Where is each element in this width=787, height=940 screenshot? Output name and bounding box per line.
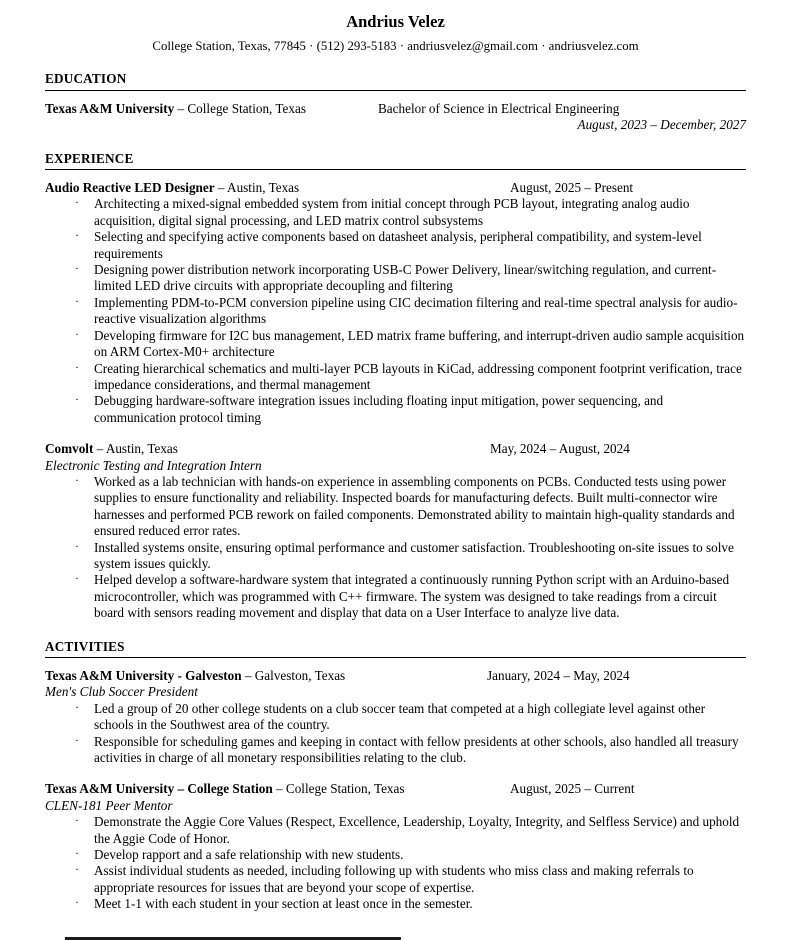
bullet-text: Worked as a lab technician with hands-on experience in assembling components on PCBs. Conducted tests using power supplies to ensure functionality and reliability. Inspected boards for manufacturing defects. Built multi-connector wire harnesses and performed PCB rework on failed components. Demonstrated ability to maintain high-quality standards and ensured reduced error rates. (94, 473, 735, 539)
bullet-dot: · (75, 699, 79, 714)
activity-entry-college-station (45, 781, 746, 912)
job-role: Electronic Testing and Integration Intern (45, 457, 262, 473)
bullet-item (45, 814, 746, 847)
job-org: Comvolt (45, 441, 94, 457)
activity-dates: January, 2024 – May, 2024 (487, 668, 630, 683)
bullet-text: Implementing PDM-to-PCM conversion pipeline using CIC decimation filtering and real-time spectral analysis for audio-reactive visualization algorithms (94, 294, 738, 327)
bullet-item (45, 295, 746, 328)
bullet-dot: · (75, 293, 79, 308)
activity-entry-galveston (45, 668, 746, 766)
bullet-text: Helped develop a software-hardware system that integrated a continuously running Python script with an Arduino-based microcontroller, which was programmed with C++ firmware. The system was designed to take readings from a circuit board with sensors reading movement and display that data on a User Interface to analyze live data. (94, 572, 730, 621)
bullet-dot: · (75, 472, 79, 487)
section-header-activities: ACTIVITIES (45, 639, 746, 658)
bullet-dot: · (75, 392, 79, 407)
activity-head (45, 781, 746, 797)
bullet-dot: · (75, 261, 79, 276)
job-dates: May, 2024 – August, 2024 (490, 441, 630, 457)
bullet-text: Develop rapport and a safe relationship with new students. (94, 847, 404, 863)
job-entry-comvolt (45, 441, 746, 621)
bullet-item (45, 847, 746, 863)
bullet-item (45, 328, 746, 361)
bullet-text: Assist individual students as needed, including following up with students who miss class and making referrals to appropriate resources for issues that are beyond your scope of expertise. (94, 863, 694, 895)
education-dates: August, 2023 – December, 2027 (577, 117, 746, 133)
activity-head (45, 668, 746, 684)
activity-bullet-list (45, 814, 746, 912)
bullet-text: Installed systems onsite, ensuring optimal performance and customer satisfaction. Troubleshooting on-site issues to solve system issues quickly. (94, 539, 734, 571)
education-location: – College Station, Texas (174, 100, 306, 116)
bullet-dot: · (75, 846, 79, 861)
bullet-text: Debugging hardware-software integration issues including floating input mitigation, power sequencing, and communication protocol timing (94, 393, 664, 425)
activity-location: – College Station, Texas (272, 781, 405, 797)
job-dates: August, 2025 – Present (510, 180, 634, 196)
bullet-item (45, 361, 746, 394)
bullet-item (45, 474, 746, 540)
activity-role: Men's Club Soccer President (45, 684, 198, 700)
bullet-dot: · (75, 538, 79, 553)
bullet-item (45, 572, 746, 621)
resume-name: Andrius Velez (346, 12, 445, 31)
bullet-dot: · (75, 813, 79, 828)
bullet-text: Developing firmware for I2C bus management, LED matrix frame buffering, and interrupt-driven audio sample acquisition on ARM Cortex-M0+ architecture (94, 327, 745, 360)
bullet-item (45, 196, 746, 229)
job-entry-audio-reactive (45, 180, 746, 426)
activity-dates: August, 2025 – Current (510, 781, 635, 797)
activity-location: – Galveston, Texas (241, 668, 346, 683)
bullet-dot: · (75, 732, 79, 747)
bullet-item (45, 734, 746, 767)
bullet-dot: · (75, 228, 79, 243)
job-head (45, 441, 746, 457)
activity-bullet-list (45, 701, 746, 767)
bullet-text: Meet 1-1 with each student in your section at least once in the semester. (94, 896, 473, 912)
section-header-education: EDUCATION (45, 71, 746, 90)
education-degree: Bachelor of Science in Electrical Engineering (378, 100, 620, 116)
bullet-text: Architecting a mixed-signal embedded system from initial concept through PCB layout, integrating analog audio acquisition, digital signal processing, and LED matrix control subsystems (94, 196, 690, 228)
bullet-dot: · (75, 359, 79, 374)
bullet-text: Selecting and specifying active components based on datasheet analysis, peripheral compatibility, and system-level requirements (94, 229, 702, 261)
activity-org: Texas A&M University - Galveston (45, 668, 242, 683)
activity-role: CLEN-181 Peer Mentor (45, 797, 173, 813)
job-bullet-list (45, 196, 746, 426)
bullet-dot: · (75, 895, 79, 910)
bullet-item (45, 863, 746, 896)
contact-line: College Station, Texas, 77845 · (512) 293-5183 · andriusvelez@gmail.com · andriusvelez.com (152, 39, 639, 53)
bullet-item (45, 896, 746, 912)
bullet-text: Creating hierarchical schematics and multi-layer PCB layouts in KiCad, addressing component footprint verification, trace impedance considerations, and thermal management (94, 360, 742, 392)
bullet-dot: · (75, 326, 79, 341)
section-header-experience: EXPERIENCE (45, 151, 746, 170)
job-location: – Austin, Texas (214, 180, 300, 196)
bullet-dot: · (75, 195, 79, 210)
bullet-dot: · (75, 571, 79, 586)
bullet-item (45, 262, 746, 295)
bullet-item (45, 229, 746, 262)
job-head (45, 180, 746, 196)
bullet-item (45, 701, 746, 734)
job-bullet-list (45, 474, 746, 622)
job-org: Audio Reactive LED Designer (45, 180, 215, 196)
activity-org: Texas A&M University – College Station (45, 781, 273, 797)
bullet-text: Designing power distribution network incorporating USB-C Power Delivery, linear/switching regulation, and current-limited LED drive circuits with appropriate decoupling and filtering (94, 262, 717, 294)
bullet-text: Demonstrate the Aggie Core Values (Respect, Excellence, Leadership, Loyalty, Integrity, and Selfless Service) and uphold the Aggie Code of Honor. (94, 814, 740, 846)
bullet-item (45, 540, 746, 573)
job-location: – Austin, Texas (93, 441, 178, 457)
bullet-text: Responsible for scheduling games and keeping in contact with fellow presidents at other schools, also handled all treasury activities in charge of all monetary responsibilities relating to the club. (94, 733, 739, 766)
education-entry-head (45, 101, 746, 117)
bullet-dot: · (75, 862, 79, 877)
education-entry (45, 101, 746, 134)
bullet-text: Led a group of 20 other college students on a club soccer team that competed at a high collegiate level against other schools in the Southwest area of the country. (94, 700, 706, 733)
education-org: Texas A&M University (45, 100, 175, 116)
bullet-item (45, 393, 746, 426)
